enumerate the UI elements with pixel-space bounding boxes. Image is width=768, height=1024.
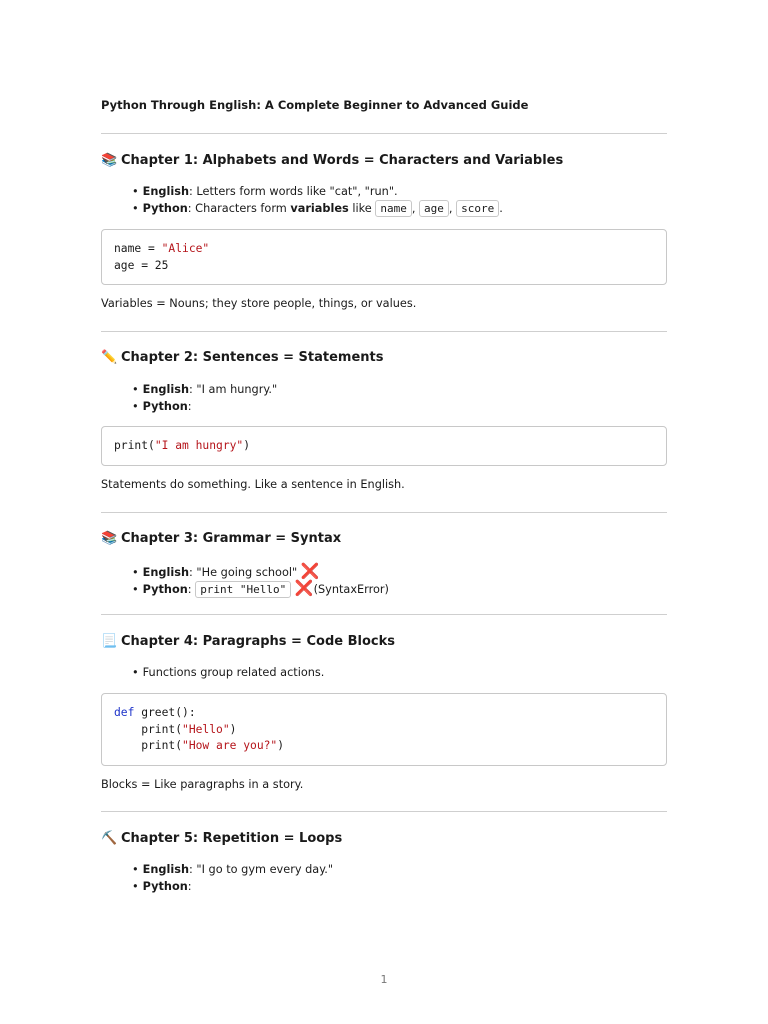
chapter-2-bullets (132, 382, 277, 415)
document-title: Python Through English: A Complete Beginner to Advanced Guide (101, 98, 529, 112)
list-item: • Functions group related actions. (132, 665, 324, 682)
chapter-5-bullets (132, 862, 333, 895)
code-block-4 (101, 693, 667, 766)
list-item: • Python: Characters form variables like name , age , score . (132, 201, 503, 218)
cross-mark-icon: ❌ (294, 578, 314, 597)
list-item: • Python: print "Hello" ❌(SyntaxError) (132, 580, 389, 597)
divider (101, 512, 667, 513)
page-number: 1 (380, 973, 388, 986)
chapter-5-heading (101, 830, 342, 848)
code-line: print("I am hungry") (114, 439, 251, 452)
code-line: print("How are you?") (114, 739, 285, 752)
chapter-1-note: Variables = Nouns; they store people, things, or values. (101, 297, 417, 310)
chapter-1-title: Chapter 1: Alphabets and Words = Characters and Variables (121, 153, 564, 168)
divider (101, 811, 667, 812)
pencil-icon: ✏️ (101, 350, 118, 365)
divider (101, 133, 667, 134)
chapter-5-title: Chapter 5: Repetition = Loops (121, 831, 343, 846)
inline-code-age: age (419, 200, 449, 217)
code-line: print("Hello") (114, 722, 237, 736)
pick-icon: ⛏️ (101, 831, 118, 846)
chapter-4-note: Blocks = Like paragraphs in a story. (101, 778, 304, 791)
chapter-1-heading (101, 152, 563, 170)
code-block-2 (101, 426, 667, 466)
chapter-1-bullets (132, 184, 503, 217)
list-item: • English: Letters form words like "cat", "run". (132, 184, 503, 201)
chapter-4-title: Chapter 4: Paragraphs = Code Blocks (121, 634, 395, 649)
code-line: def greet(): (114, 706, 196, 719)
books-icon: 📚 (101, 531, 118, 546)
cross-mark-icon: ❌ (300, 562, 320, 580)
chapter-3-title: Chapter 3: Grammar = Syntax (121, 531, 342, 546)
code-line: age = 25 (114, 258, 169, 272)
chapter-4-heading (101, 633, 395, 651)
list-item: • English: "I am hungry." (132, 382, 277, 399)
page-icon: 📃 (101, 634, 118, 649)
divider (101, 614, 667, 615)
chapter-3-bullets (132, 563, 389, 596)
list-item: • English: "I go to gym every day." (132, 862, 333, 879)
inline-code-print: print "Hello" (195, 581, 291, 598)
chapter-2-heading (101, 349, 384, 367)
list-item: • Python: (132, 879, 333, 896)
code-block-1 (101, 229, 667, 285)
chapter-2-note: Statements do something. Like a sentence in English. (101, 478, 405, 491)
chapter-4-bullets (132, 665, 324, 682)
code-line: name = "Alice" (114, 242, 210, 255)
list-item: • English: "He going school" ❌ (132, 563, 389, 580)
list-item: • Python: (132, 399, 277, 416)
chapter-3-heading (101, 530, 341, 548)
inline-code-name: name (375, 200, 412, 217)
inline-code-score: score (456, 200, 499, 217)
divider (101, 331, 667, 332)
chapter-2-title: Chapter 2: Sentences = Statements (121, 350, 384, 365)
books-icon: 📚 (101, 153, 118, 168)
